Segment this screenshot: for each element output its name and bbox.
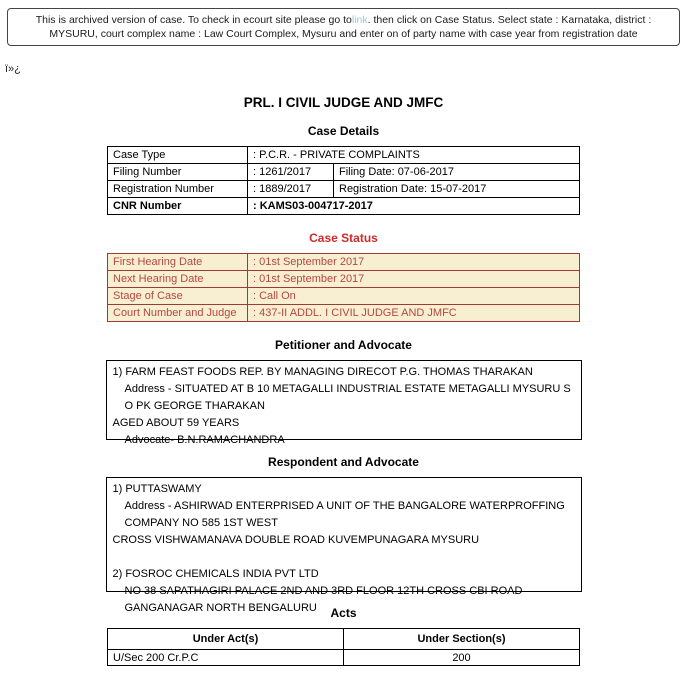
- petitioner-address-continuation: AGED ABOUT 59 YEARS: [112, 417, 240, 429]
- archived-notice-banner: [7, 8, 680, 46]
- petitioner-heading: Petitioner and Advocate: [275, 338, 412, 352]
- table-row: [108, 147, 580, 164]
- table-row: [108, 254, 580, 271]
- table-row: [108, 198, 580, 215]
- table-row: [108, 181, 580, 198]
- petitioner-name-line: 1) FARM FEAST FOODS REP. BY MANAGING DIRECOT P.G. THOMAS THARAKAN: [112, 366, 533, 378]
- under-sections-column-header: Under Section(s): [344, 629, 580, 650]
- respondent-heading: Respondent and Advocate: [268, 455, 419, 469]
- petitioner-address-line: Address - SITUATED AT B 10 METAGALLI INDUSTRIAL ESTATE METAGALLI MYSURU S O PK GEORGE THARAKAN: [124, 383, 574, 412]
- cnr-number-label: CNR Number: [108, 198, 248, 215]
- next-hearing-value: : 01st September 2017: [248, 271, 580, 288]
- case-details-heading: Case Details: [307, 124, 380, 138]
- acts-table: [107, 628, 580, 666]
- table-header-row: [108, 629, 580, 650]
- first-hearing-label: First Hearing Date: [108, 254, 248, 271]
- filing-number-label: Filing Number: [108, 164, 248, 181]
- act-cell: U/Sec 200 Cr.P.C: [108, 650, 344, 666]
- bom-artifact-text: ï»¿: [5, 63, 21, 75]
- stage-of-case-label: Stage of Case: [108, 288, 248, 305]
- banner-text-before: This is archived version of case. To check in ecourt site please go to: [35, 14, 352, 26]
- petitioner-box: [106, 360, 582, 446]
- stage-of-case-value: : Call On: [248, 288, 580, 305]
- next-hearing-label: Next Hearing Date: [108, 271, 248, 288]
- respondent1-address-line: Address - ASHIRWAD ENTERPRISED A UNIT OF THE BANGALORE WATERPROFFING COMPANY NO 585 1ST WEST: [124, 500, 568, 529]
- case-details-table: [107, 146, 580, 215]
- case-type-label: Case Type: [108, 147, 248, 164]
- filing-number-value: : 1261/2017: [248, 164, 334, 181]
- ecourt-site-link[interactable]: link: [351, 14, 368, 26]
- respondent1-address-continuation: CROSS VISHWAMANAVA DOUBLE ROAD KUVEMPUNAGARA MYSURU: [112, 534, 480, 546]
- under-acts-column-header: Under Act(s): [108, 629, 344, 650]
- acts-heading: Acts: [330, 606, 357, 620]
- table-row: [108, 288, 580, 305]
- cnr-number-value: : KAMS03-004717-2017: [248, 198, 580, 215]
- case-status-heading: Case Status: [309, 231, 378, 245]
- registration-number-value: : 1889/2017: [248, 181, 334, 198]
- table-row: [108, 650, 580, 666]
- table-row: [108, 164, 580, 181]
- table-row: [108, 305, 580, 322]
- table-row: [108, 271, 580, 288]
- registration-number-label: Registration Number: [108, 181, 248, 198]
- respondent2-name-line: 2) FOSROC CHEMICALS INDIA PVT LTD: [112, 568, 319, 580]
- first-hearing-value: : 01st September 2017: [248, 254, 580, 271]
- registration-date-value: Registration Date: 15-07-2017: [334, 181, 580, 198]
- filing-date-value: Filing Date: 07-06-2017: [334, 164, 580, 181]
- court-name-heading: PRL. I CIVIL JUDGE AND JMFC: [243, 95, 444, 110]
- case-type-value: : P.C.R. - PRIVATE COMPLAINTS: [248, 147, 580, 164]
- petitioner-advocate-line: Advocate- B.N.RAMACHANDRA: [124, 434, 285, 446]
- banner-text-after: . then click on Case Status. Select state : Karnataka, district : MYSURU, court complex name : Law Court Complex, Mysuru and enter on of party name with case year from registration date: [49, 14, 652, 40]
- court-number-judge-label: Court Number and Judge: [108, 305, 248, 322]
- respondent1-name-line: 1) PUTTASWAMY: [112, 483, 202, 495]
- section-cell: 200: [344, 650, 580, 666]
- court-number-judge-value: : 437-II ADDL. I CIVIL JUDGE AND JMFC: [248, 305, 580, 322]
- respondent2-address-line: NO 38 SAPATHAGIRI PALACE 2ND AND 3RD FLOOR 12TH CROSS CBI ROAD GANGANAGAR NORTH BENGALURU: [124, 585, 526, 614]
- case-status-table: [107, 253, 580, 322]
- blank-line: [113, 549, 575, 566]
